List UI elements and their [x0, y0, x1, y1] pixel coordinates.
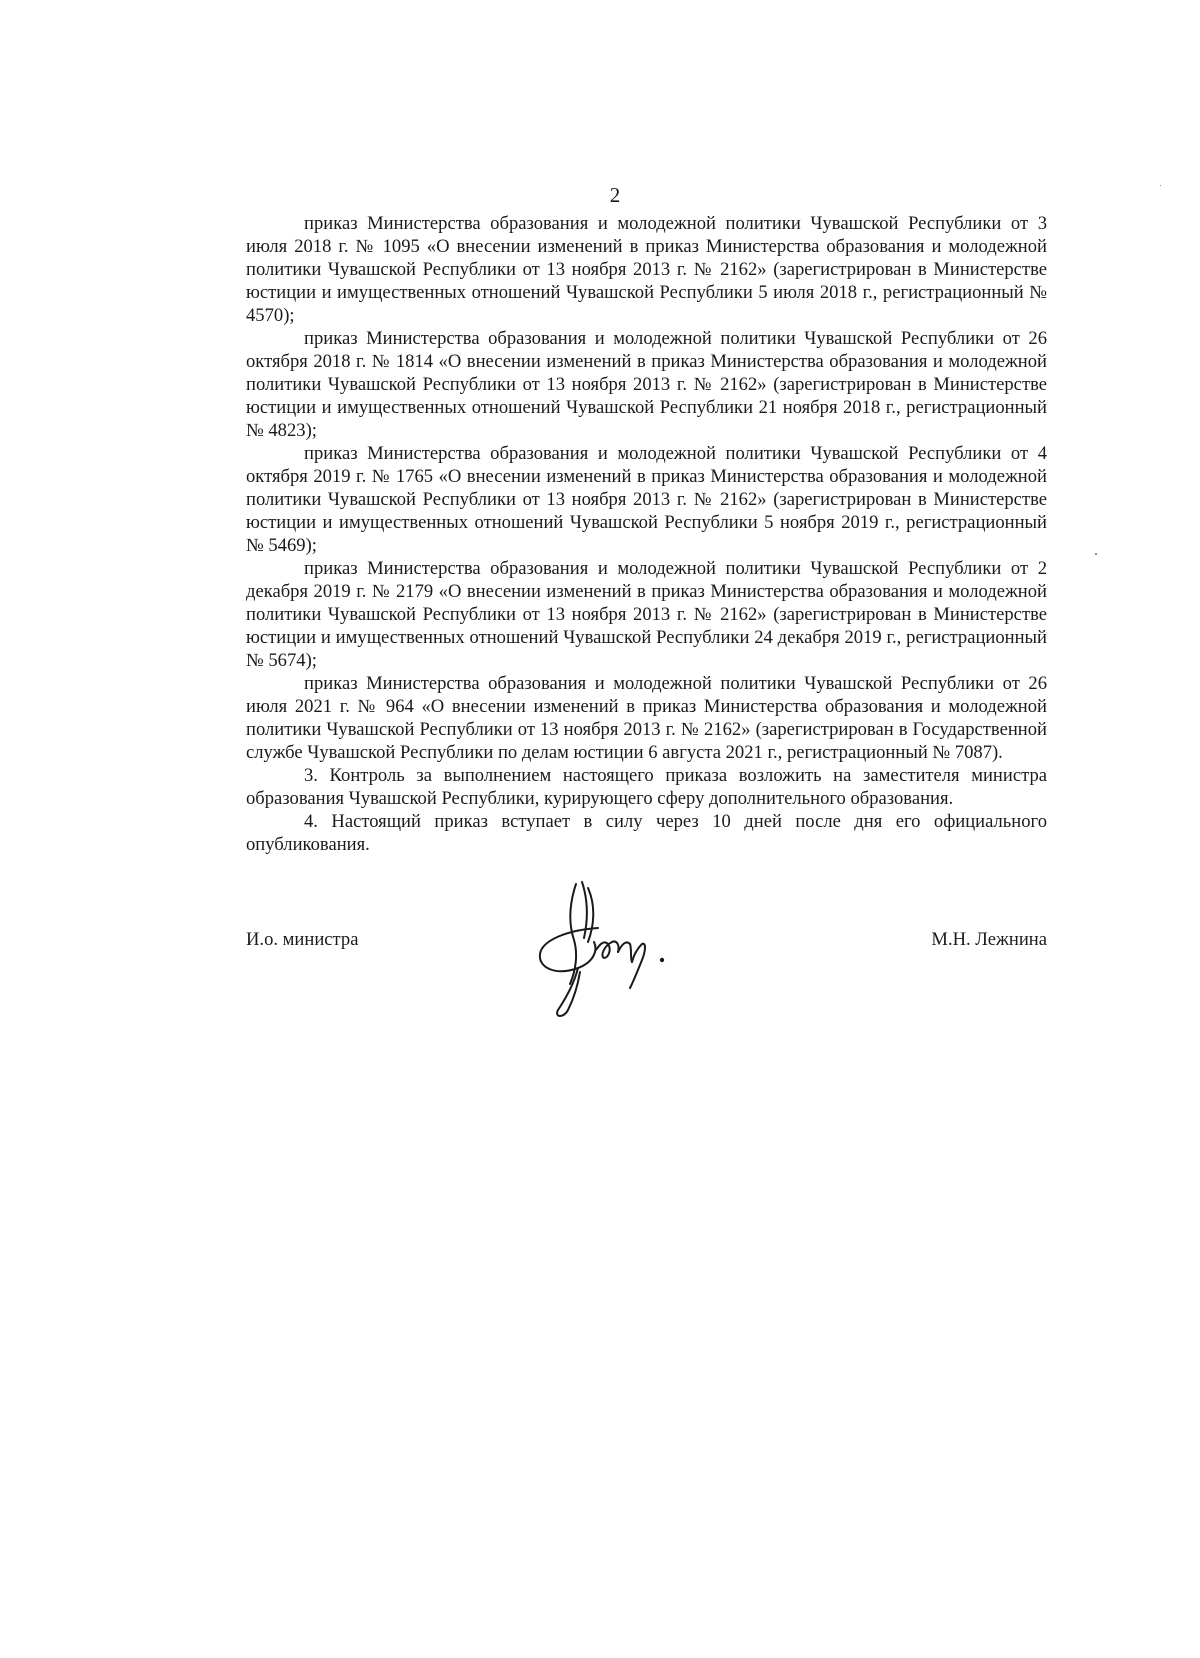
signatory-position: И.о. министра — [246, 929, 359, 950]
order-clause-3-control: 3. Контроль за выполнением настоящего приказа возложить на заместителя министра образования Чувашской Республики, курирующего сферу дополнительного образования. — [246, 765, 1047, 809]
page-number: 2 — [609, 183, 621, 207]
order-clause-4-effective-date: 4. Настоящий приказ вступает в силу через 10 дней после дня его официального опубликования. — [246, 811, 1047, 855]
order-text — [246, 212, 1047, 856]
order-paragraph-amendment-1814: приказ Министерства образования и молодежной политики Чувашской Республики от 26 октября 2018 г. № 1814 «О внесении изменений в приказ Министерства образования и молодежной политики Чувашской Республики от 13 ноября 2013 г. № 2162» (зарегистрирован в Министерстве юстиции и имущественных отношений Чувашской Республики 21 ноября 2018 г., регистрационный № 4823); — [246, 328, 1047, 441]
scan-speck — [1095, 553, 1097, 555]
signatory-name: М.Н. Лежнина — [931, 929, 1047, 950]
order-paragraph-amendment-1765: приказ Министерства образования и молодежной политики Чувашской Республики от 4 октября 2019 г. № 1765 «О внесении изменений в приказ Министерства образования и молодежной политики Чувашской Республики от 13 ноября 2013 г. № 2162» (зарегистрирован в Министерстве юстиции и имущественных отношений Чувашской Республики 5 ноября 2019 г., регистрационный № 5469); — [246, 443, 1047, 556]
order-paragraph-amendment-1095: приказ Министерства образования и молодежной политики Чувашской Республики от 3 июля 2018 г. № 1095 «О внесении изменений в приказ Министерства образования и молодежной политики Чувашской Республики от 13 ноября 2013 г. № 2162» (зарегистрирован в Министерстве юстиции и имущественных отношений Чувашской Республики 5 июля 2018 г., регистрационный № 4570); — [246, 213, 1047, 326]
scan-speck — [1160, 185, 1161, 186]
order-paragraph-amendment-964: приказ Министерства образования и молодежной политики Чувашской Республики от 26 июля 2021 г. № 964 «О внесении изменений в приказ Министерства образования и молодежной политики Чувашской Республики от 13 ноября 2013 г. № 2162» (зарегистрирован в Государственной службе Чувашской Республики по делам юстиции 6 августа 2021 г., регистрационный № 7087). — [246, 673, 1047, 763]
handwritten-signature — [538, 880, 718, 1020]
order-paragraph-amendment-2179: приказ Министерства образования и молодежной политики Чувашской Республики от 2 декабря 2019 г. № 2179 «О внесении изменений в приказ Министерства образования и молодежной политики Чувашской Республики от 13 ноября 2013 г. № 2162» (зарегистрирован в Министерстве юстиции и имущественных отношений Чувашской Республики 24 декабря 2019 г., регистрационный № 5674); — [246, 558, 1047, 671]
